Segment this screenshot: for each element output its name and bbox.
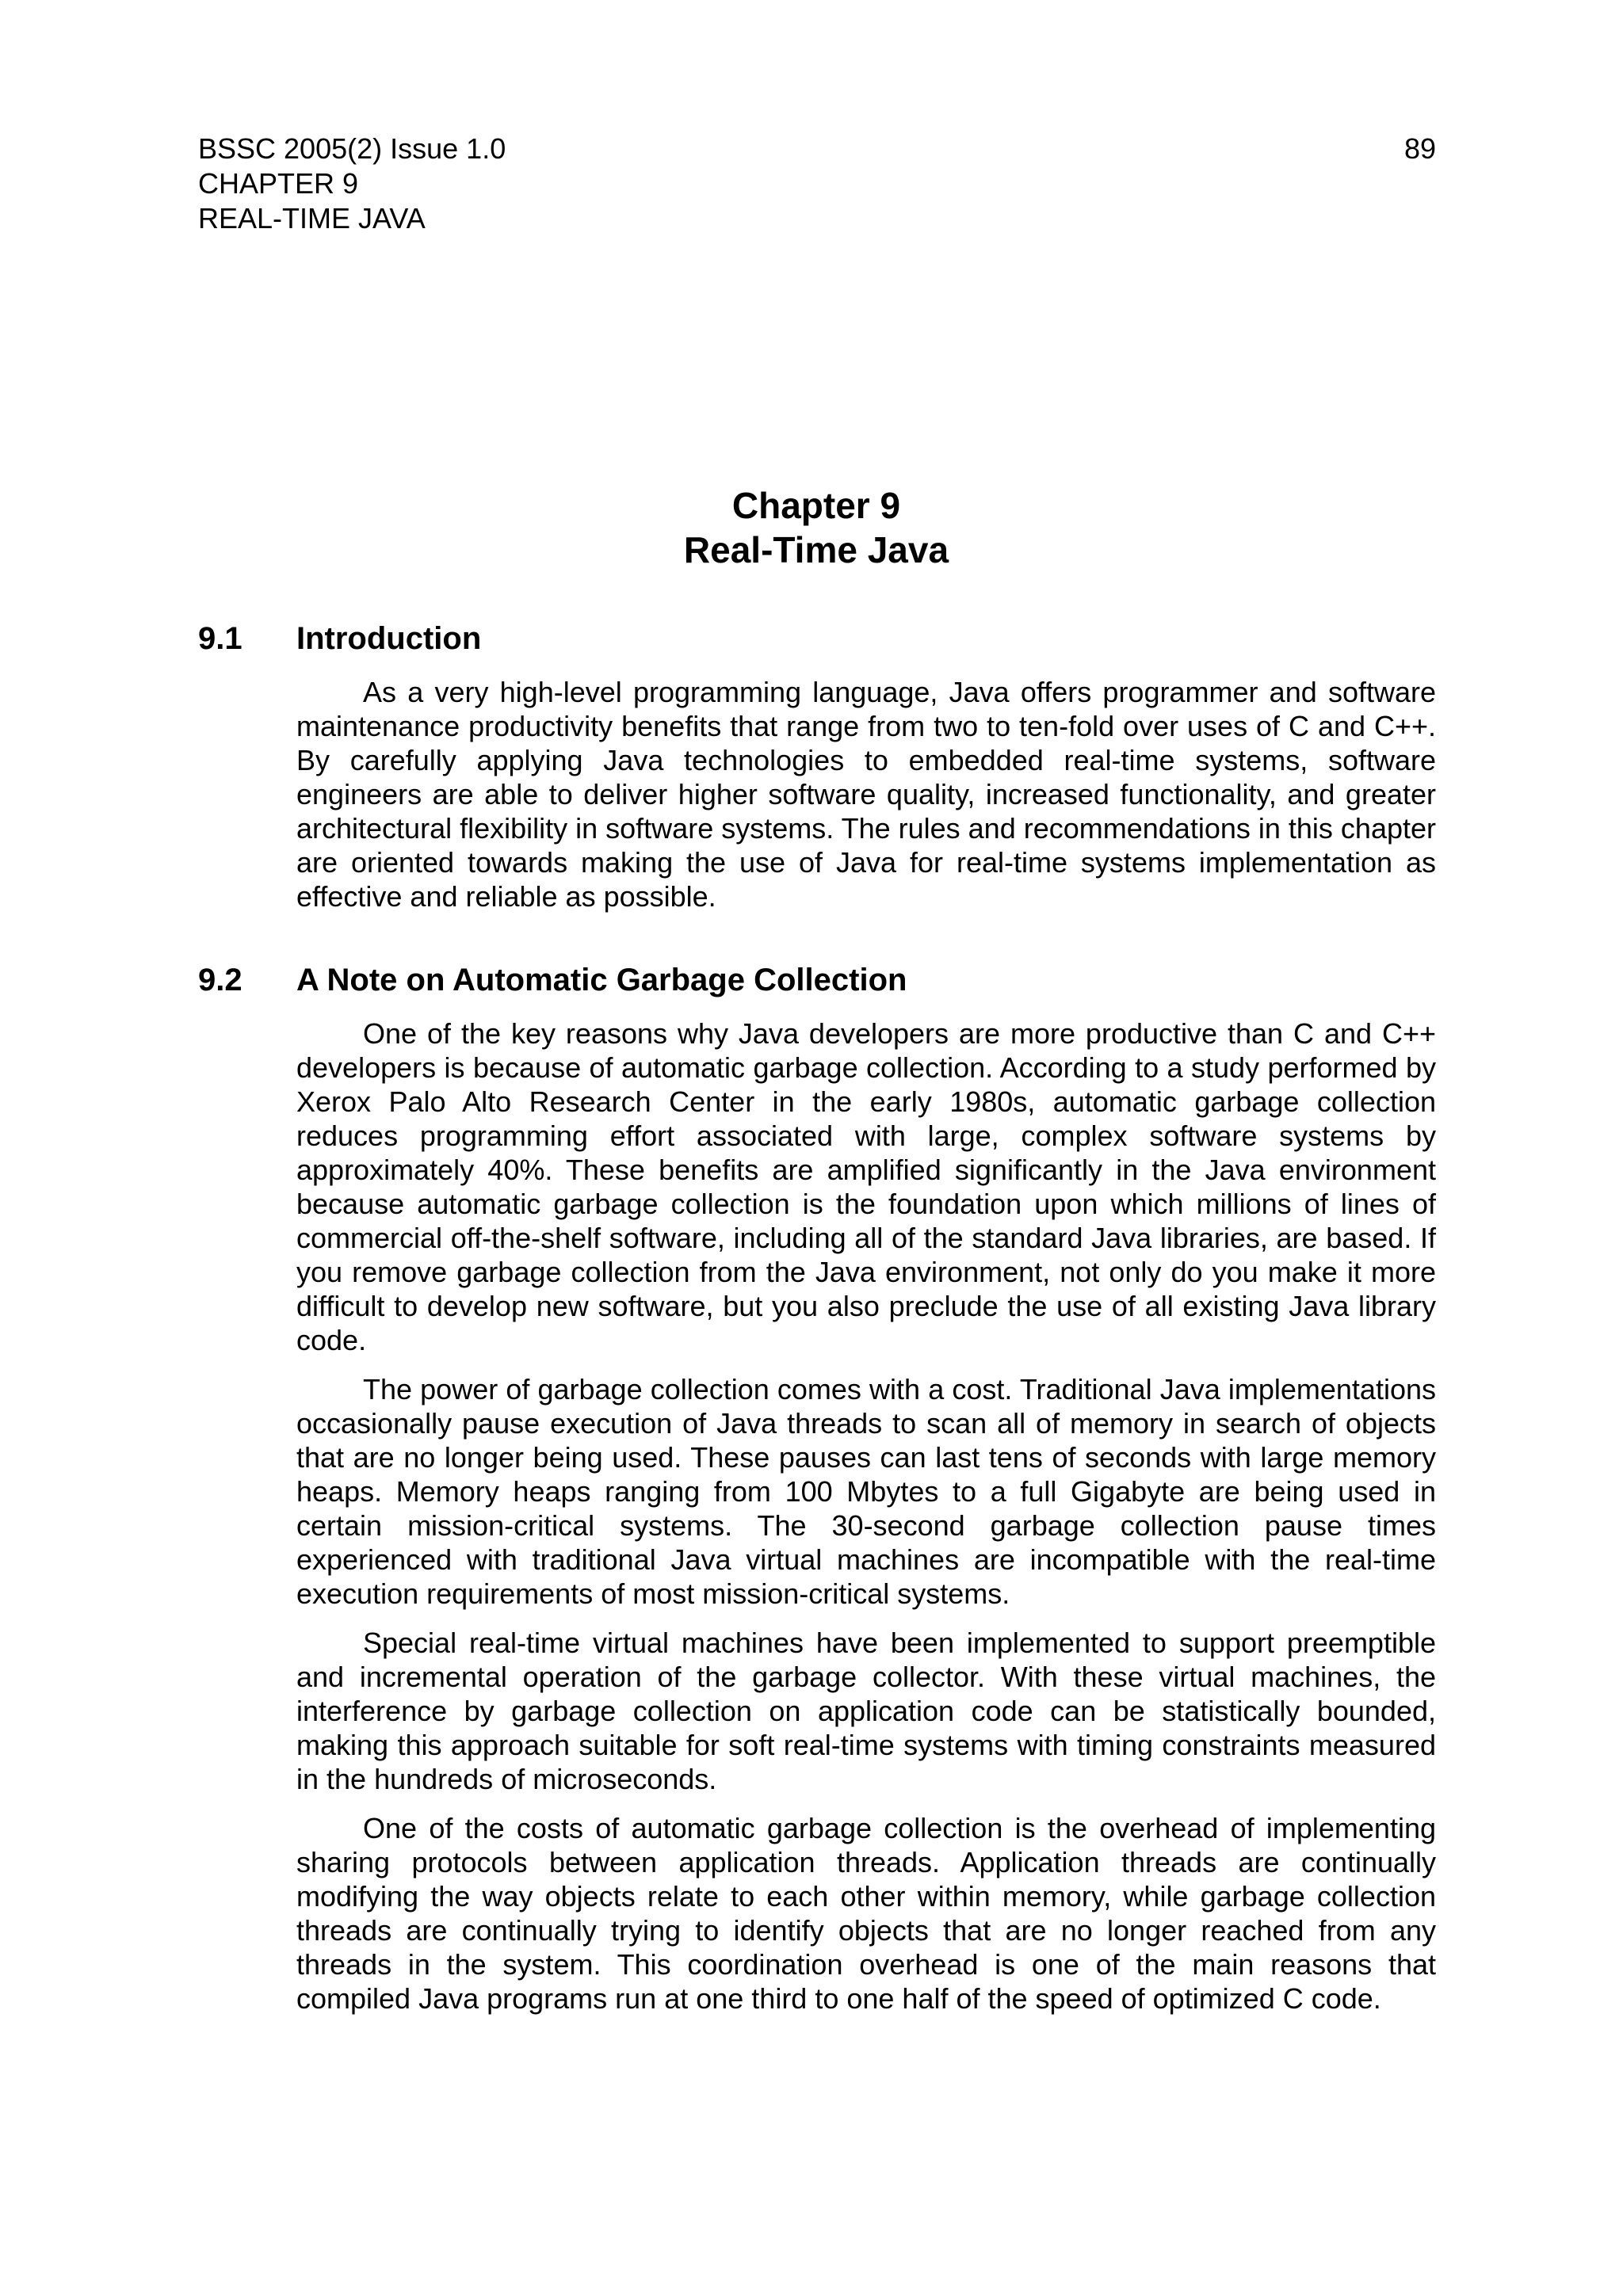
section-body-garbage-collection xyxy=(296,1016,1436,2031)
section-number: 9.2 xyxy=(198,963,242,997)
section-heading-garbage-collection xyxy=(198,961,907,999)
chapter-title-line2: Real-Time Java xyxy=(683,529,949,570)
header-doc-id: BSSC 2005(2) Issue 1.0 xyxy=(198,132,506,165)
chapter-title-line1: Chapter 9 xyxy=(731,485,901,526)
paragraph: One of the key reasons why Java developers are more productive than C and C++ developers is because of automatic garbage collection. According to a study performed by Xerox Palo Alto Research Center in the early 1980s, automatic garbage collection reduces programming effort associated with large, complex software systems by approximately 40%. These benefits are amplified significantly in the Java environment because automatic garbage collection is the foundation upon which millions of lines of commercial off-the-shelf software, including all of the standard Java libraries, are based. If you remove garbage collection from the Java environment, not only do you make it more difficult to develop new software, but you also preclude the use of all existing Java library code. xyxy=(296,1017,1436,1356)
paragraph: Special real-time virtual machines have been implemented to support preemptible and incremental operation of the garbage collector. With these virtual machines, the interference by garbage collection on application code can be statistically bounded, making this approach suitable for soft real-time systems with timing constraints measured in the hundreds of microseconds. xyxy=(296,1627,1436,1795)
paragraph: The power of garbage collection comes with a cost. Traditional Java implementations occasionally pause execution of Java threads to scan all of memory in search of objects that are no longer being used. These pauses can last tens of seconds with large memory heaps. Memory heaps ranging from 100 Mbytes to a full Gigabyte are being used in certain mission-critical systems. The 30-second garbage collection pause times experienced with traditional Java virtual machines are incompatible with the real-time execution requirements of most mission-critical systems. xyxy=(296,1373,1436,1610)
page-number: 89 xyxy=(1403,132,1436,165)
running-header xyxy=(198,132,1436,236)
section-number: 9.1 xyxy=(198,621,242,656)
section-heading-introduction xyxy=(198,620,481,658)
header-title: REAL-TIME JAVA xyxy=(198,202,426,235)
section-body-introduction xyxy=(296,675,1436,929)
paragraph: As a very high-level programming language, Java offers programmer and software maintenance productivity benefits that range from two to ten-fold over uses of C and C++. By carefully applying Java technologies to embedded real-time systems, software engineers are able to deliver higher software quality, increased functionality, and greater architectural flexibility in software systems. The rules and recommendations in this chapter are oriented towards making the use of Java for real-time systems implementation as effective and reliable as possible. xyxy=(296,676,1436,913)
section-title: Introduction xyxy=(296,621,482,656)
section-title: A Note on Automatic Garbage Collection xyxy=(296,963,907,997)
header-chapter: CHAPTER 9 xyxy=(198,167,359,200)
paragraph: One of the costs of automatic garbage collection is the overhead of implementing sharing protocols between application threads. Application threads are continually modifying the way objects relate to each other within memory, while garbage collection threads are continually trying to identify objects that are no longer reached from any threads in the system. This coordination overhead is one of the main reasons that compiled Java programs run at one third to one half of the speed of optimized C code. xyxy=(296,1812,1436,2015)
